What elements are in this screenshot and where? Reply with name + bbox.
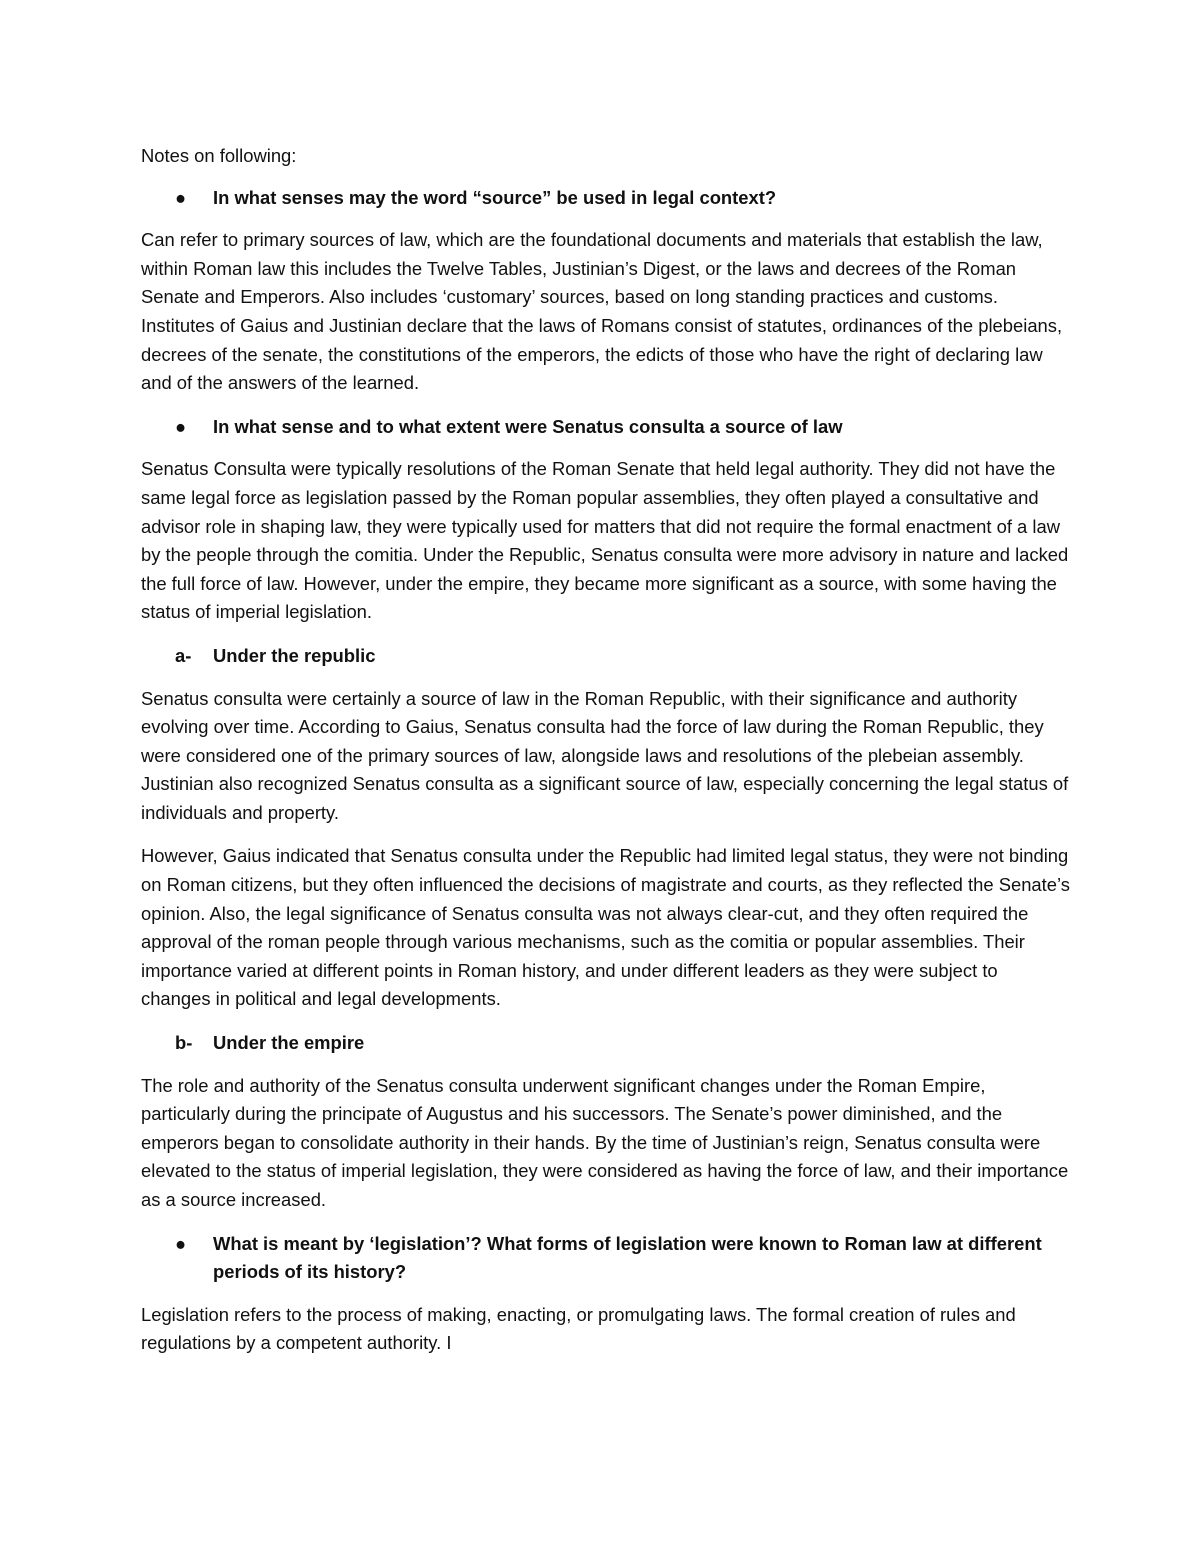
bullet-heading-sources xyxy=(141,184,1071,213)
paragraph-empire: The role and authority of the Senatus consulta underwent significant changes under the Roman Empire, particularly during the principate of Augustus and his successors. The Senate’s power diminished, and the emperors began to consolidate authority in their hands. By the time of Justinian’s reign, Senatus consulta were elevated to the status of imperial legislation, they were considered as having the force of law, and their importance as a source increased. xyxy=(141,1074,1069,1210)
document-title: Notes on following: xyxy=(141,145,297,166)
document-body xyxy=(141,142,1071,1373)
bullet-icon: ● xyxy=(175,186,187,208)
list-marker: a- xyxy=(175,644,192,666)
paragraph-republic-2: However, Gaius indicated that Senatus consulta under the Republic had limited legal status, they were not binding on Roman citizens, but they often influenced the decisions of magistrate and courts, as they reflected the Senate’s opinion. Also, the legal significance of Senatus consulta was not always clear-cut, and they often required the approval of the roman people through various mechanisms, such as the comitia or popular assemblies. Their importance varied at different points in Roman history, and under different leaders as they were subject to changes in political and legal developments. xyxy=(141,845,1070,1010)
heading-text: What is meant by ‘legislation’? What forms of legislation were known to Roman law at different periods of its history? xyxy=(213,1232,1042,1283)
paragraph-senatus-consulta: Senatus Consulta were typically resolutions of the Roman Senate that held legal authority. They did not have the same legal force as legislation passed by the Roman popular assemblies, they often played a consultative and advisor role in shaping law, they were typically used for matters that did not require the formal enactment of a law by the people through the comitia. Under the Republic, Senatus consulta were more advisory in nature and lacked the full force of law. However, under the empire, they became more significant as a source, with some having the status of imperial legislation. xyxy=(141,458,1069,623)
bullet-icon: ● xyxy=(175,1232,187,1254)
paragraph-legislation: Legislation refers to the process of making, enacting, or promulgating laws. The formal creation of rules and regulations by a competent authority. I xyxy=(141,1303,1016,1354)
subheading-republic xyxy=(141,642,1071,671)
bullet-heading-senatus-consulta xyxy=(141,413,1071,442)
bullet-heading-legislation xyxy=(141,1230,1071,1287)
heading-text: In what senses may the word “source” be used in legal context? xyxy=(213,186,777,208)
heading-text: Under the empire xyxy=(213,1032,365,1054)
paragraph-sources: Can refer to primary sources of law, which are the foundational documents and materials that establish the law, within Roman law this includes the Twelve Tables, Justinian’s Digest, or the laws and decrees of the Roman Senate and Emperors. Also includes ‘customary’ sources, based on long standing practices and customs. Institutes of Gaius and Justinian declare that the laws of Romans consist of statutes, ordinances of the plebeians, decrees of the senate, the constitutions of the emperors, the edicts of those who have the right of declaring law and of the answers of the learned. xyxy=(141,229,1063,394)
list-marker: b- xyxy=(175,1032,193,1054)
heading-text: Under the republic xyxy=(213,644,376,666)
paragraph-republic-1: Senatus consulta were certainly a source of law in the Roman Republic, with their significance and authority evolving over time. According to Gaius, Senatus consulta had the force of law during the Roman Republic, they were considered one of the primary sources of law, alongside laws and resolutions of the plebeian assembly. Justinian also recognized Senatus consulta as a significant source of law, especially concerning the legal status of individuals and property. xyxy=(141,687,1069,823)
subheading-empire xyxy=(141,1029,1071,1058)
bullet-icon: ● xyxy=(175,415,187,437)
heading-text: In what sense and to what extent were Senatus consulta a source of law xyxy=(213,415,843,437)
